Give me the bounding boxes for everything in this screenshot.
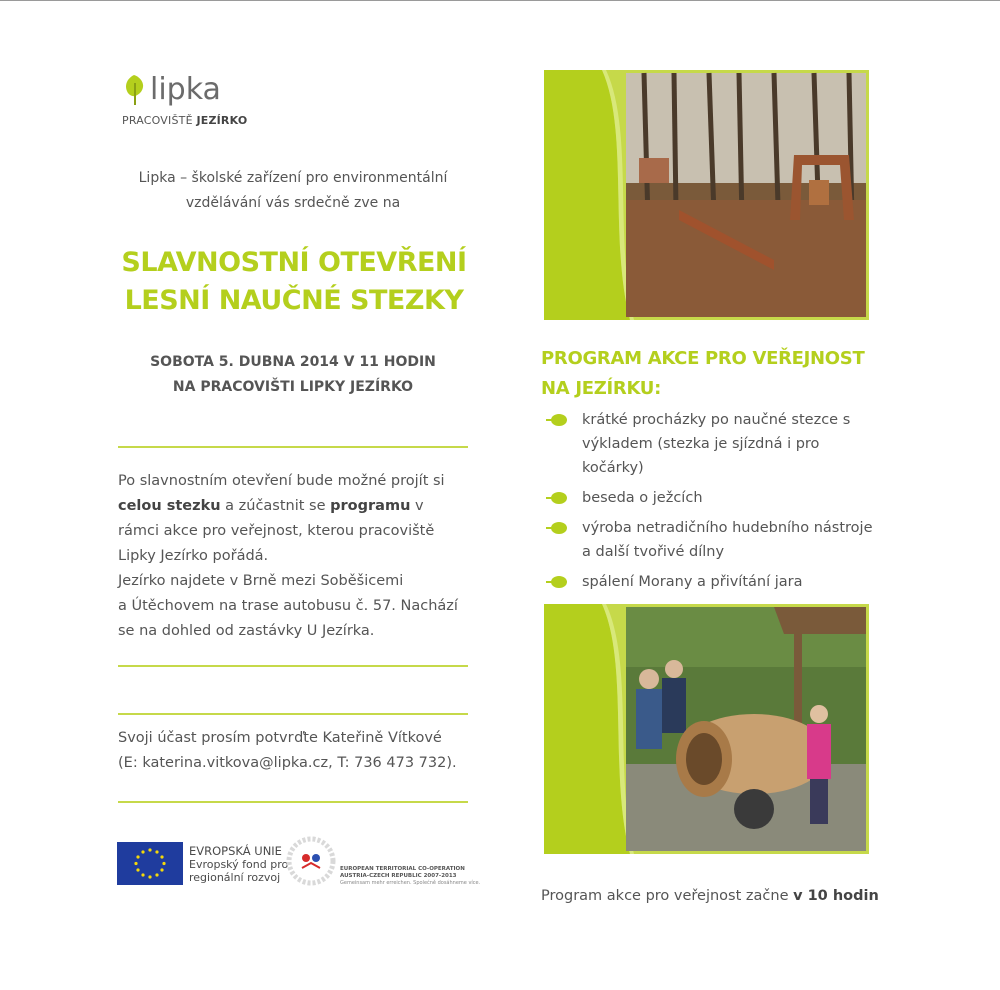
event-date: SOBOTA 5. DUBNA 2014 V 11 HODIN NA PRACOVIŠTI LIPKY JEZÍRKO: [150, 354, 436, 395]
log-exhibit-photo: [544, 604, 869, 854]
leaf-bullet-icon: [544, 490, 568, 506]
logo-subtitle: PRACOVIŠTĚ JEZÍRKO: [122, 114, 248, 127]
list-item: výroba netradičního hudebního nástroje a další tvořivé dílny: [542, 516, 882, 564]
intro-text: Lipka – školské zařízení pro environmentální vzdělávání vás srdečně zve na: [138, 170, 448, 211]
list-item: spálení Morany a přivítání jara: [542, 570, 882, 594]
program-list: [542, 408, 882, 600]
confirm-text: Svoji účast prosím potvrďte Kateřině Vítkové (E: katerina.vitkova@lipka.cz, T: 736 473 732).: [118, 730, 457, 771]
divider: [118, 665, 468, 667]
list-item: beseda o ježcích: [542, 486, 882, 510]
leaf-bullet-icon: [544, 574, 568, 590]
eu-label: EVROPSKÁ UNIE Evropský fond pro regionální rozvoj: [189, 844, 289, 884]
leaf-icon: [122, 73, 148, 107]
cooperation-logo: [284, 834, 338, 888]
eu-flag-icon: [117, 842, 183, 885]
program-start-note: Program akce pro veřejnost začne v 10 hodin: [541, 888, 879, 904]
headline: SLAVNOSTNÍ OTEVŘENÍ LESNÍ NAUČNÉ STEZKY: [121, 247, 467, 316]
list-item: krátké procházky po naučné stezce s výkladem (stezka je sjízdná i pro kočárky): [542, 408, 882, 480]
logo-wordmark: lipka: [150, 72, 221, 107]
program-title: PROGRAM AKCE PRO VEŘEJNOST NA JEZÍRKU:: [541, 348, 865, 399]
forest-trail-photo: [544, 70, 869, 320]
lipka-logo: [122, 72, 247, 127]
leaf-bullet-icon: [544, 520, 568, 536]
top-border: [0, 0, 1000, 1]
leaf-bullet-icon: [544, 412, 568, 428]
divider: [118, 713, 468, 715]
cooperation-label: EUROPEAN TERRITORIAL CO-OPERATION AUSTRIA-CZECH REPUBLIC 2007-2013 Gemeinsam mehr erreichen. Společně dosáhneme více.: [340, 866, 481, 886]
divider: [118, 446, 468, 448]
divider: [118, 801, 468, 803]
body-paragraph: Po slavnostním otevření bude možné projít si celou stezku a zúčastnit se programu v rámci akce pro veřejnost, kterou pracoviště Lipky Jezírko pořádá. Jezírko najdete v Brně mezi Soběšicemi a Útěchovem na trase autobusu č. 57. Nachází se na dohled od zastávky U Jezírka.: [118, 473, 458, 639]
